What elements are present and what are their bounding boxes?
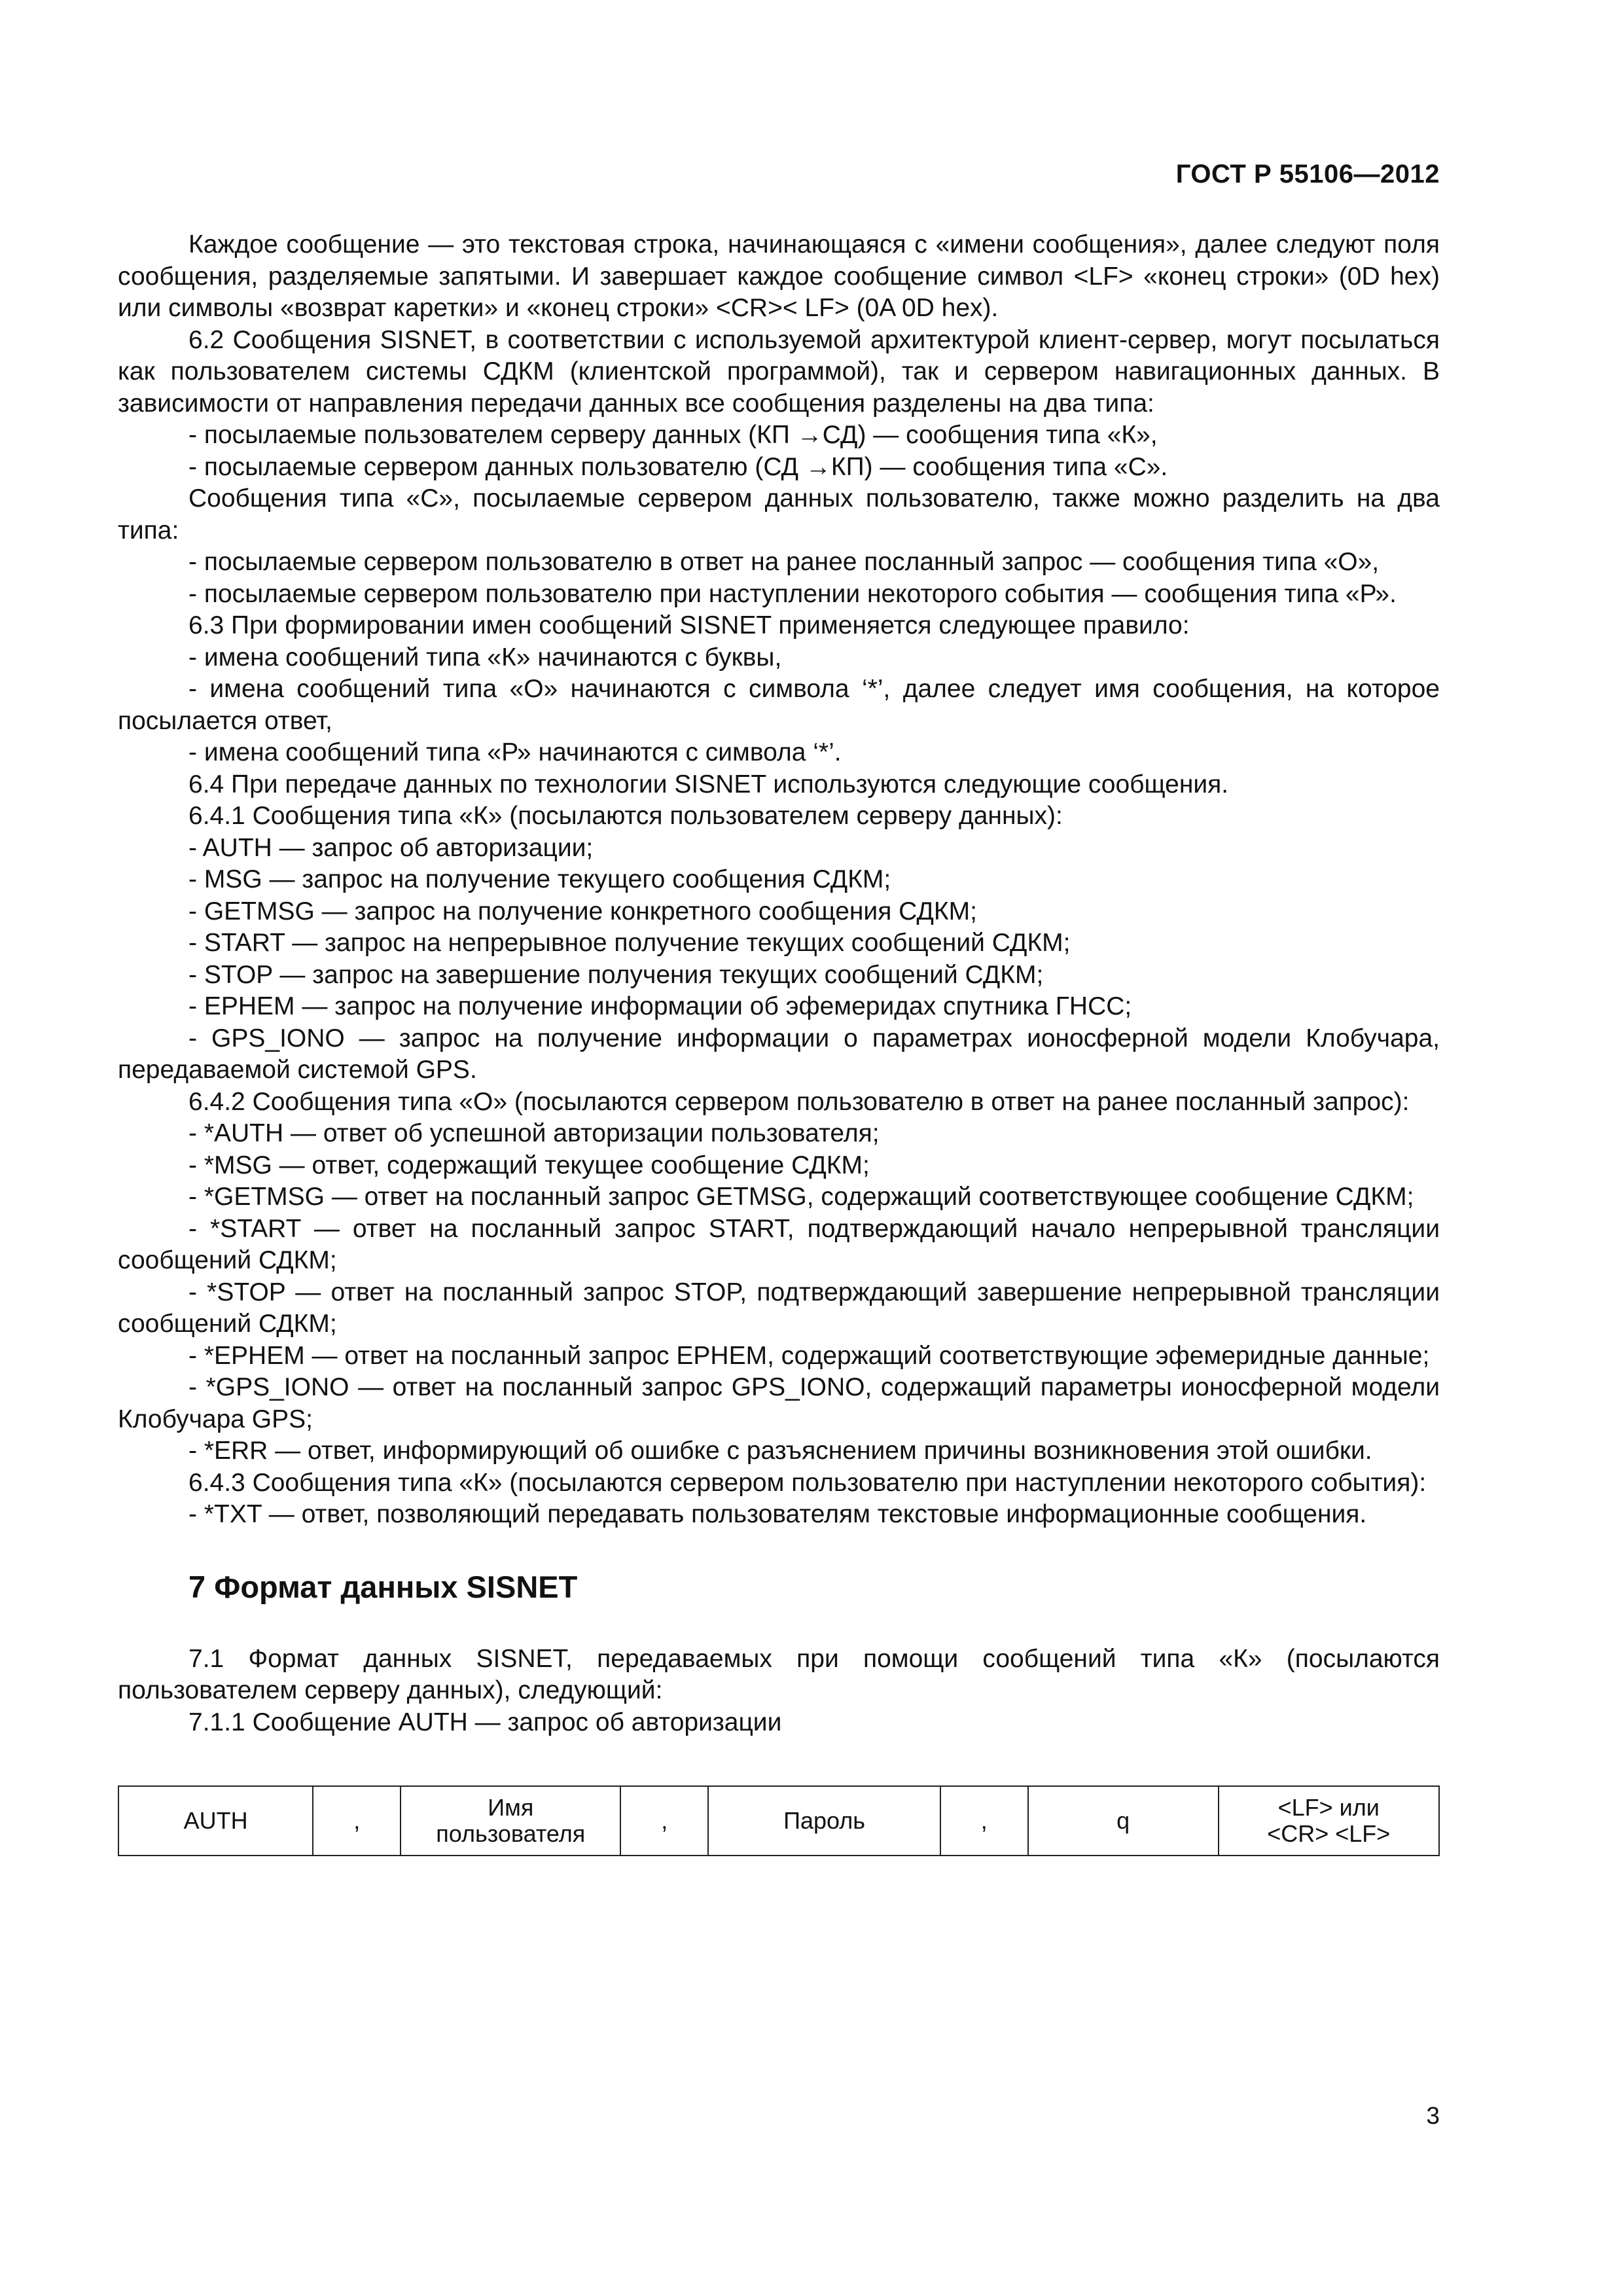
list-item: - *MSG — ответ, содержащий текущее сообщение СДКМ;: [188, 1151, 870, 1179]
list-item: - посылаемые пользователем серверу данных (КП →СД) — сообщения типа «К»,: [188, 421, 1158, 449]
standard-code-header: ГОСТ Р 55106—2012: [1175, 160, 1440, 188]
list-item: - STOP — запрос на завершение получения текущих сообщений СДКМ;: [188, 960, 1044, 989]
table-cell-line-end: <LF> или <CR> <LF>: [1219, 1786, 1439, 1856]
table-cell-separator: ,: [313, 1786, 401, 1856]
table-cell-separator: ,: [620, 1786, 708, 1856]
section-title: 7 Формат данных SISNET: [188, 1569, 578, 1604]
paragraph: 7.1 Формат данных SISNET, передаваемых при помощи сообщений типа «К» (посылаются пользователем серверу данных), следующий:: [118, 1644, 1440, 1704]
table-cell-auth: AUTH: [118, 1786, 313, 1856]
list-item: - START — запрос на непрерывное получение текущих сообщений СДКМ;: [188, 929, 1071, 957]
table-cell-q: q: [1028, 1786, 1219, 1856]
paragraph: 6.4.3 Сообщения типа «К» (посылаются сервером пользователю при наступлении некоторого события):: [188, 1468, 1427, 1497]
list-item: - MSG — запрос на получение текущего сообщения СДКМ;: [188, 865, 891, 893]
page-number: 3: [1426, 2102, 1440, 2129]
list-item: - *ERR — ответ, информирующий об ошибке с разъяснением причины возникновения этой ошибки.: [188, 1437, 1372, 1465]
list-item: - *EPHEM — ответ на посланный запрос EPHEM, содержащий соответствующие эфемеридные данные;: [188, 1341, 1430, 1370]
paragraph: 6.4.1 Сообщения типа «К» (посылаются пользователем серверу данных):: [188, 802, 1063, 830]
list-item: - GPS_IONO — запрос на получение информации о параметрах ионосферной модели Клобучара, передаваемой системой GPS.: [118, 1024, 1440, 1084]
paragraph-list: [118, 229, 1440, 1531]
list-item: - *GPS_IONO — ответ на посланный запрос GPS_IONO, содержащий параметры ионосферной модели Клобучара GPS;: [118, 1373, 1440, 1433]
document-page: [118, 0, 1440, 2296]
paragraph: 6.2 Сообщения SISNET, в соответствии с используемой архитектурой клиент-сервер, могут посылаться как пользователем системы СДКМ (клиентской программой), так и сервером навигационных данных. В зависимости от направления передачи данных все сообщения разделены на два типа:: [118, 325, 1440, 418]
list-item: - *STOP — ответ на посланный запрос STOP, подтверждающий завершение непрерывной трансляции сообщений СДКМ;: [118, 1278, 1440, 1338]
list-item: - посылаемые сервером данных пользователю (СД →КП) — сообщения типа «С».: [188, 452, 1168, 481]
list-item: - GETMSG — запрос на получение конкретного сообщения СДКМ;: [188, 897, 977, 925]
list-item: - имена сообщений типа «О» начинаются с символа ‘*’, далее следует имя сообщения, на которое посылается ответ,: [118, 675, 1440, 735]
paragraph: Каждое сообщение — это текстовая строка, начинающаяся с «имени сообщения», далее следуют поля сообщения, разделяемые запятыми. И завершает каждое сообщение символ <LF> «конец строки» (0D hex) или символы «возврат каретки» и «конец строки» <CR>< LF> (0A 0D hex).: [118, 230, 1440, 322]
list-item: - *AUTH — ответ об успешной авторизации пользователя;: [188, 1119, 880, 1147]
paragraph: Сообщения типа «С», посылаемые сервером данных пользователю, также можно разделить на два типа:: [118, 484, 1440, 545]
section-paragraph-list: [118, 1643, 1440, 1739]
document-body: [118, 229, 1440, 1856]
paragraph: 6.3 При формировании имен сообщений SISNET применяется следующее правило:: [188, 611, 1190, 639]
list-item: - *TXT — ответ, позволяющий передавать пользователям текстовые информационные сообщения.: [188, 1500, 1367, 1528]
table-cell-password: Пароль: [708, 1786, 940, 1856]
paragraph: 6.4 При передаче данных по технологии SISNET используются следующие сообщения.: [188, 770, 1229, 798]
paragraph: 7.1.1 Сообщение AUTH — запрос об авторизации: [188, 1708, 782, 1736]
list-item: - AUTH — запрос об авторизации;: [188, 833, 594, 862]
table-cell-separator: ,: [940, 1786, 1028, 1856]
list-item: - посылаемые сервером пользователю в ответ на ранее посланный запрос — сообщения типа «О»,: [188, 548, 1380, 576]
table-row: [118, 1786, 1439, 1856]
list-item: - *GETMSG — ответ на посланный запрос GETMSG, содержащий соответствующее сообщение СДКМ;: [188, 1183, 1414, 1211]
list-item: - EPHEM — запрос на получение информации об эфемеридах спутника ГНСС;: [188, 992, 1132, 1020]
table-cell-username: Имя пользователя: [401, 1786, 620, 1856]
auth-message-format-table: [118, 1785, 1440, 1856]
paragraph: 6.4.2 Сообщения типа «О» (посылаются сервером пользователю в ответ на ранее посланный запрос):: [188, 1087, 1410, 1116]
list-item: - имена сообщений типа «Р» начинаются с символа ‘*’.: [188, 738, 842, 766]
list-item: - имена сообщений типа «К» начинаются с буквы,: [188, 643, 782, 672]
list-item: - посылаемые сервером пользователю при наступлении некоторого события — сообщения типа «Р».: [188, 579, 1397, 608]
list-item: - *START — ответ на посланный запрос START, подтверждающий начало непрерывной трансляции сообщений СДКМ;: [118, 1214, 1440, 1274]
